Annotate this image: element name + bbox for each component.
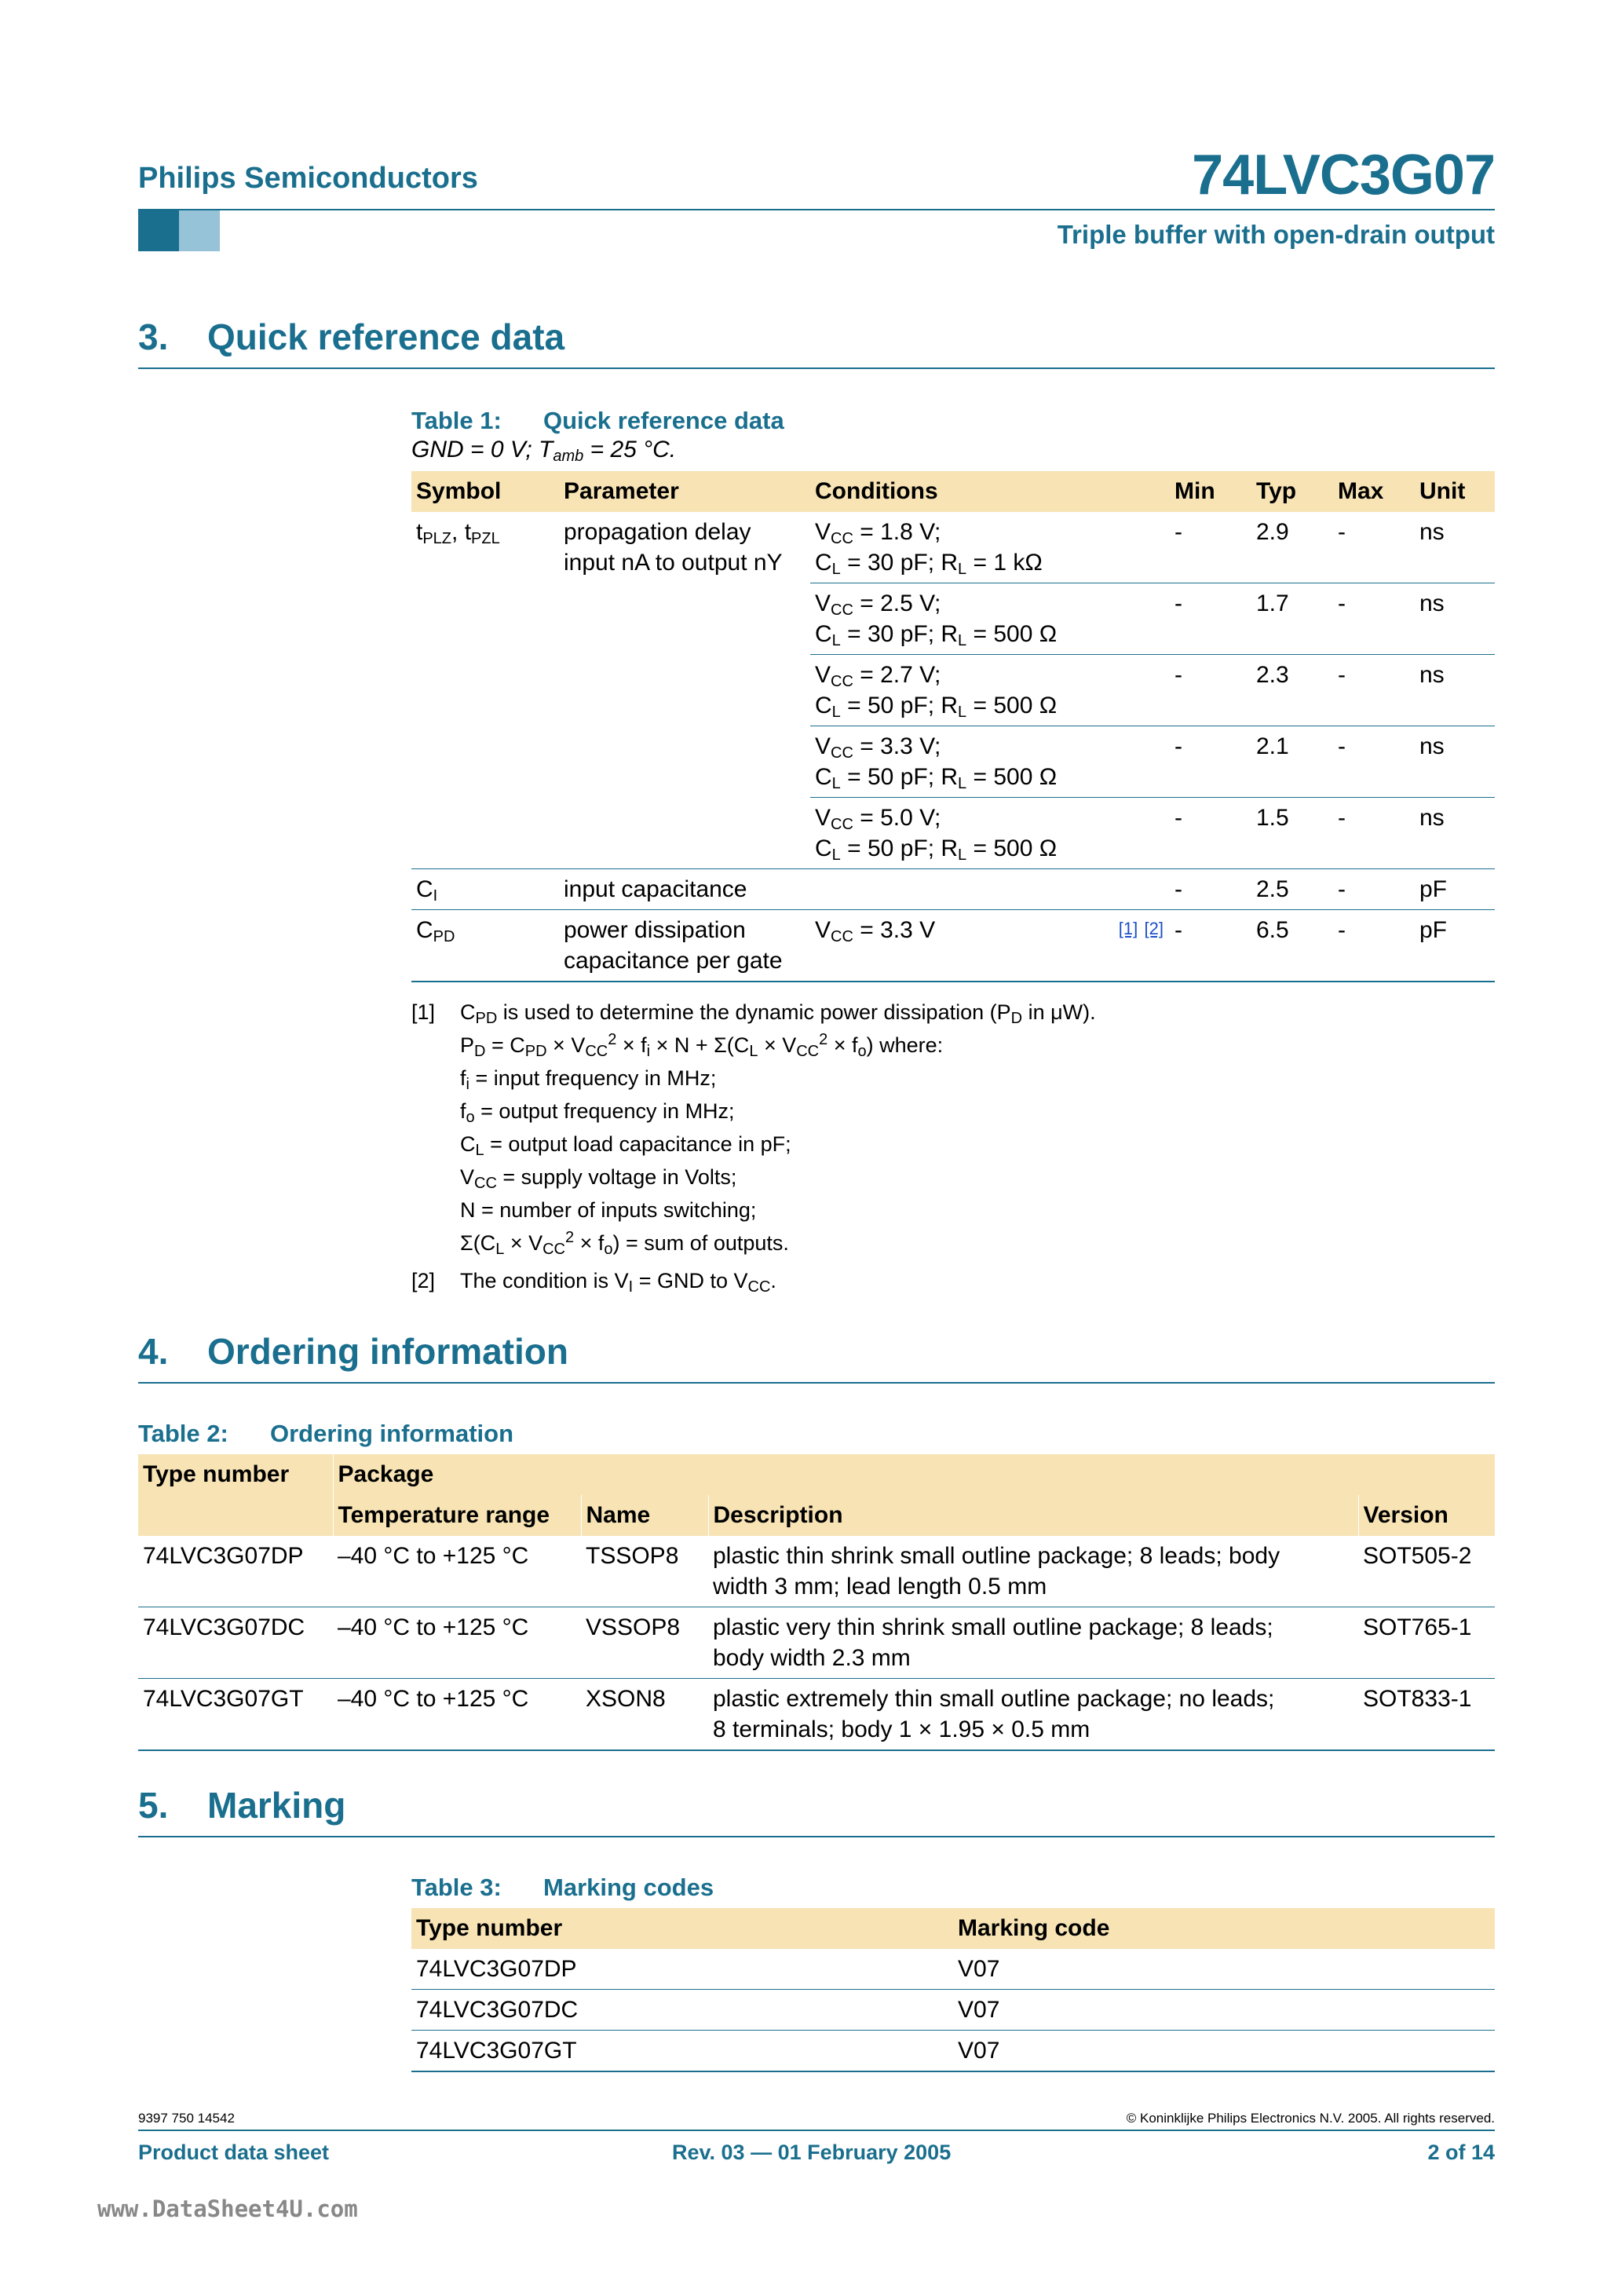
- col-header: Description: [708, 1495, 1358, 1536]
- footer-rule: [138, 2130, 1495, 2131]
- conditions-cell: $V_{CC} = 5.0$ V; $C_L = 50$ pF; $R_L = 500$ Ω: [810, 798, 1170, 869]
- type-number-cell: 74LVC3G07DP: [416, 1956, 577, 1982]
- table-1-caption: [411, 407, 784, 435]
- table-header-row: [138, 1454, 1495, 1495]
- table-title: Ordering information: [270, 1420, 513, 1447]
- max-cell: -: [1333, 655, 1415, 726]
- parameter-cell: input capacitance: [559, 869, 810, 910]
- unit-cell: ns: [1415, 583, 1495, 655]
- table-header-row: [138, 1495, 1495, 1536]
- parameter-cell: propagation delay input nA to output nY: [564, 519, 783, 576]
- marking-code-cell: V07: [953, 1990, 1495, 2031]
- parameter-cell: power dissipation capacitance per gate: [559, 910, 810, 982]
- package-name-cell: TSSOP8: [586, 1543, 679, 1569]
- table-row: [138, 1536, 1495, 1607]
- col-header: Type number: [138, 1454, 333, 1536]
- document-id: 9397 750 14542: [138, 2111, 235, 2126]
- table-2-caption: [138, 1420, 513, 1448]
- col-header: Type number: [411, 1908, 953, 1949]
- max-cell: -: [1333, 869, 1415, 910]
- note-subscript: amb: [553, 448, 584, 465]
- type-number-cell: 74LVC3G07GT: [411, 2031, 953, 2072]
- part-number: 74LVC3G07: [1192, 144, 1495, 207]
- type-number-cell: 74LVC3G07GT: [138, 1679, 333, 1751]
- table-row: [411, 1990, 1495, 2031]
- col-header: Conditions: [810, 471, 1170, 512]
- description-cell: plastic extremely thin small outline package; no leads; 8 terminals; body 1 × 1.95 × 0.5 mm: [708, 1679, 1358, 1751]
- marking-codes-table: [411, 1908, 1495, 2072]
- table-3-caption: [411, 1874, 714, 1902]
- table-row: [411, 910, 1495, 982]
- unit-cell: ns: [1415, 798, 1495, 869]
- min-cell: -: [1170, 655, 1251, 726]
- min-cell: -: [1170, 798, 1251, 869]
- table-row: [138, 1607, 1495, 1679]
- temperature-cell: –40 °C to +125 °C: [333, 1679, 581, 1751]
- col-header: Max: [1333, 471, 1415, 512]
- min-cell: -: [1174, 519, 1182, 545]
- section-number: 3.: [138, 316, 169, 357]
- section-title: Marking: [207, 1785, 346, 1826]
- max-cell: -: [1333, 583, 1415, 655]
- note-text-tail: = 25 °C.: [583, 437, 677, 462]
- footnote-link-2[interactable]: [2]: [1144, 919, 1164, 938]
- symbol-cell: $C_{PD}$: [411, 910, 559, 982]
- col-header: Typ: [1251, 471, 1333, 512]
- unit-cell: ns: [1415, 726, 1495, 798]
- max-cell: -: [1333, 910, 1415, 982]
- col-header: Temperature range: [333, 1495, 581, 1536]
- description-cell: plastic thin shrink small outline package; 8 leads; body width 3 mm; lead length 0.5 mm: [713, 1543, 1280, 1600]
- table-label: Table 2:: [138, 1420, 228, 1447]
- col-header: Name: [581, 1495, 708, 1536]
- logo-square-dark: [138, 210, 179, 251]
- footnote-tag: [1]: [411, 1000, 436, 1024]
- type-number-cell: 74LVC3G07DP: [143, 1543, 304, 1569]
- table-row: [411, 869, 1495, 910]
- section-number: 4.: [138, 1331, 169, 1372]
- typ-cell: 2.9: [1256, 519, 1289, 545]
- typ-cell: 2.3: [1251, 655, 1333, 726]
- type-number-cell: 74LVC3G07DC: [138, 1607, 333, 1679]
- conditions-cell: $V_{CC} = 3.3$ V [1] [2]: [810, 910, 1170, 982]
- typ-cell: 6.5: [1251, 910, 1333, 982]
- package-name-cell: XSON8: [581, 1679, 708, 1751]
- section-5-heading: [138, 1784, 345, 1826]
- section-4-heading: [138, 1330, 568, 1373]
- company-name: Philips Semiconductors: [138, 162, 478, 195]
- version-cell: SOT833-1: [1358, 1679, 1495, 1751]
- section-rule: [138, 1836, 1495, 1837]
- table-title: Marking codes: [543, 1874, 714, 1901]
- col-header: Parameter: [559, 471, 810, 512]
- table-header-row: [411, 1908, 1495, 1949]
- typ-cell: 2.5: [1251, 869, 1333, 910]
- document-type: Product data sheet: [138, 2141, 330, 2164]
- unit-cell: ns: [1415, 655, 1495, 726]
- unit-cell: ns: [1419, 519, 1445, 545]
- typ-cell: 1.7: [1251, 583, 1333, 655]
- section-number: 5.: [138, 1785, 169, 1826]
- section-rule: [138, 367, 1495, 369]
- table-header-row: [411, 471, 1495, 512]
- max-cell: -: [1338, 519, 1346, 545]
- min-cell: -: [1170, 910, 1251, 982]
- section-title: Ordering information: [207, 1331, 568, 1372]
- table-row: [138, 1679, 1495, 1751]
- table-title: Quick reference data: [543, 407, 784, 434]
- section-title: Quick reference data: [207, 316, 565, 357]
- col-header: Marking code: [953, 1908, 1495, 1949]
- table-row: [411, 2031, 1495, 2072]
- conditions-cell: $V_{CC} = 2.7$ V; $C_L = 50$ pF; $R_L = 500$ Ω: [810, 655, 1170, 726]
- table-label: Table 1:: [411, 407, 502, 434]
- note-text: GND = 0 V; T: [411, 437, 553, 462]
- table-row: [411, 512, 1495, 583]
- footnote-tag: [2]: [411, 1269, 436, 1292]
- type-number-cell: 74LVC3G07DC: [411, 1990, 953, 2031]
- max-cell: -: [1333, 798, 1415, 869]
- conditions-cell: $V_{CC} = 3.3$ V; $C_L = 50$ pF; $R_L = 500$ Ω: [810, 726, 1170, 798]
- document-subtitle: Triple buffer with open-drain output: [1057, 220, 1495, 249]
- col-header: Package: [333, 1454, 1495, 1495]
- table-label: Table 3:: [411, 1874, 502, 1901]
- min-cell: -: [1170, 726, 1251, 798]
- header-rule: [138, 209, 1495, 210]
- unit-cell: pF: [1415, 869, 1495, 910]
- typ-cell: 1.5: [1251, 798, 1333, 869]
- marking-code-cell: V07: [953, 2031, 1495, 2072]
- power-formula: $P_D = C_{PD} \times V_{CC}^2 \times f_i \times N + \Sigma(C_L \times V_{CC}^2 \times f_o)$ where:: [460, 1031, 944, 1060]
- min-cell: -: [1170, 869, 1251, 910]
- footnote-1: [1] $C_{PD}$ is used to determine the dynamic power dissipation ($P_D$ in μW). $P_D = C_{PD} \times V_{CC}^2 \times f_i \times N + \Sigma(C_L \times V_{CC}^2 \times f_o)$ where: $f_i$ = input frequency in MHz; $f_o$ = output frequency in MHz; $C_L$ = output load capacitance in pF; $V_{CC}$ = supply voltage in Volts; N = number of inputs switching; $\Sigma(C_L \times V_{CC}^2 \times f_o)$ = sum of outputs.: [411, 996, 1495, 1260]
- col-header: Min: [1170, 471, 1251, 512]
- section-rule: [138, 1382, 1495, 1384]
- footnote-link-1[interactable]: [1]: [1118, 919, 1138, 938]
- conditions-cell: $V_{CC} = 1.8$ V; $C_L = 30$ pF; $R_L = 1$ kΩ: [815, 519, 1043, 578]
- max-cell: -: [1333, 726, 1415, 798]
- watermark: www.DataSheet4U.com: [97, 2195, 358, 2222]
- typ-cell: 2.1: [1251, 726, 1333, 798]
- footnotes: [411, 996, 1495, 1297]
- version-cell: SOT765-1: [1358, 1607, 1495, 1679]
- symbol-cell: $C_I$: [411, 869, 559, 910]
- unit-cell: pF: [1415, 910, 1495, 982]
- conditions-cell: $V_{CC} = 2.5$ V; $C_L = 30$ pF; $R_L = 500$ Ω: [810, 583, 1170, 655]
- col-header: Symbol: [411, 471, 559, 512]
- table-row: [411, 1949, 1495, 1990]
- ordering-information-table: [138, 1454, 1495, 1751]
- col-header: Unit: [1415, 471, 1495, 512]
- page-number: 2 of 14: [1427, 2141, 1495, 2164]
- min-cell: -: [1170, 583, 1251, 655]
- revision: Rev. 03 — 01 February 2005: [672, 2141, 952, 2164]
- temperature-cell: –40 °C to +125 °C: [338, 1543, 529, 1569]
- col-header: Version: [1358, 1495, 1495, 1536]
- version-cell: SOT505-2: [1363, 1543, 1472, 1569]
- copyright: © Koninklijke Philips Electronics N.V. 2005. All rights reserved.: [1126, 2111, 1495, 2126]
- footnote-2: [2] The condition is $V_I$ = GND to $V_{CC}$.: [411, 1264, 1495, 1297]
- logo-square-light: [179, 210, 220, 251]
- section-3-heading: [138, 316, 564, 358]
- quick-reference-table: [411, 471, 1495, 982]
- marking-code-cell: V07: [958, 1956, 1000, 1982]
- symbol-cell: $t_{PLZ}$, $t_{PZL}$: [416, 519, 500, 547]
- table-1-conditions: [411, 437, 676, 463]
- conditions-cell: [810, 869, 1170, 910]
- temperature-cell: –40 °C to +125 °C: [333, 1607, 581, 1679]
- description-cell: plastic very thin shrink small outline package; 8 leads; body width 2.3 mm: [708, 1607, 1358, 1679]
- package-name-cell: VSSOP8: [581, 1607, 708, 1679]
